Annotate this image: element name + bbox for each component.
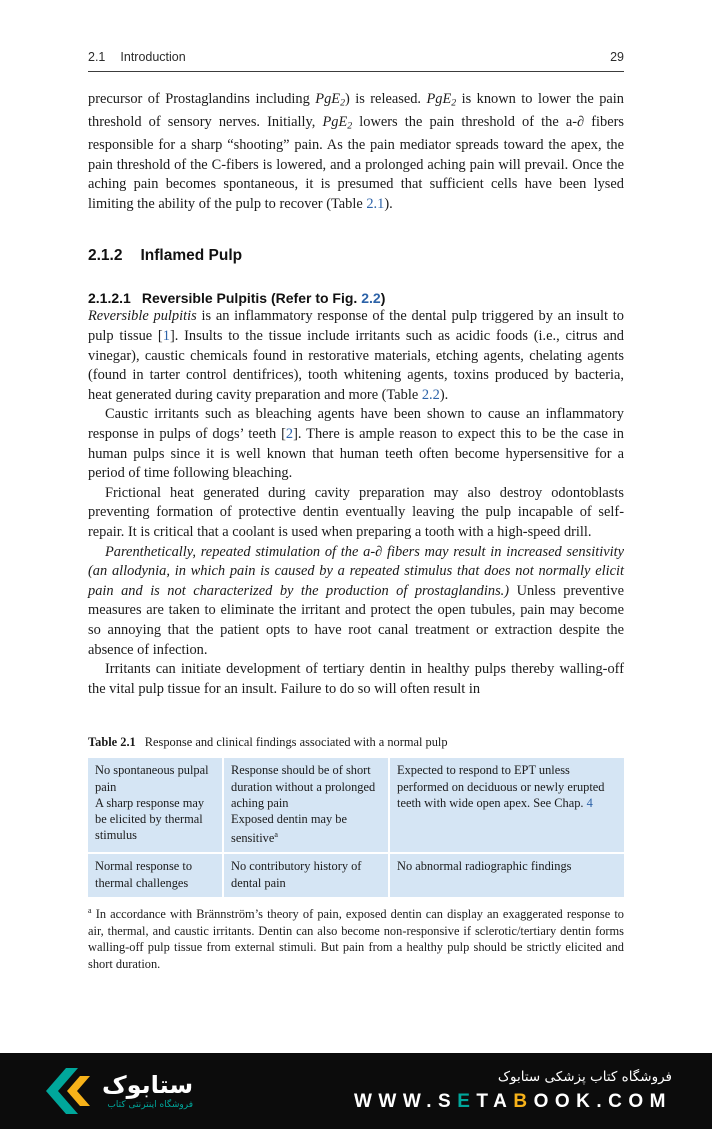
table-cell (224, 758, 388, 852)
table-cell (390, 758, 624, 852)
page-content (0, 50, 712, 972)
header-rule (88, 71, 624, 72)
footer-right (354, 1069, 672, 1113)
ref-link[interactable]: 2.2 (421, 386, 440, 403)
brand-name-farsi: ستابوک (102, 1070, 194, 1099)
table-cell-text: Exposed dentin may be sensitive$^a$ (231, 811, 347, 846)
ref-link[interactable]: 2.1 (366, 195, 385, 212)
table-2-1 (88, 758, 624, 897)
page-number: 29 (610, 50, 624, 64)
table-footnote: $^a$ In accordance with Brännström’s theory of pain, exposed dentin can display an exaggerated response to air, thermal, and caustic irritants. Dentin can also become non-responsive if sclerotic/tertiary dentin forms walling-off pulp tissue from external stimuli. But pain from a healthy pulp should be strictly elicited and short duration. (88, 905, 624, 971)
table-cell (88, 758, 222, 852)
bookstore-footer (0, 1053, 712, 1129)
paragraph: Frictional heat generated during cavity preparation may also destroy odontoblasts preventing formation of protective dentin eventually leaving the pulp incapable of self-repair. It is critical that a coolant is used when preparing a tooth with a high-speed drill. (88, 484, 624, 540)
ref-link[interactable]: 4 (586, 795, 593, 810)
table-cell (390, 854, 624, 896)
paragraph: Irritants can initiate development of tertiary dentin in healthy pulps thereby walling-off the vital pulp tissue for an insult. Failure to do so will often result in (88, 661, 624, 697)
bookstore-tagline-farsi: فروشگاه کتاب پزشکی ستابوک (497, 1069, 672, 1085)
table-cell-text: No spontaneous pulpal pain (95, 763, 209, 794)
table-cell (88, 854, 222, 896)
table-cell-text: Expected to respond to EPT unless performed on deciduous or newly erupted teeth with wide open apex. See Chap. 4 (397, 763, 605, 810)
running-head: 2.1 Introduction (88, 50, 186, 64)
paragraph: Parenthetically, repeated stimulation of the a-∂ fibers may result in increased sensitivity (an allodynia, in which pain is caused by a repeated stimulus that does not normally elicit pain and is not characterized by the production of prostaglandins.) Unless preventive measures are taken to eliminate the irritant and protect the open tubules, pain may become so annoying that the patient opts to have root canal treatment or extraction despite the absence of infection. (88, 543, 624, 658)
brand-subtitle-farsi: فروشگاه اینترنتی کتاب (107, 1100, 194, 1111)
table-cell-text: No contributory history of dental pain (231, 859, 362, 890)
page-header (88, 50, 624, 64)
logo-wordmark (102, 1072, 193, 1110)
section-number: 2.1.2 (88, 247, 123, 265)
table-cell-text: A sharp response may be elicited by thermal stimulus (95, 795, 205, 843)
website-url[interactable]: WWW.SETABOOK.COM (353, 1091, 672, 1112)
subsection-heading: 2.1.2.1 Reversible Pulpitis (Refer to Fig. 2.2) (88, 290, 386, 307)
book-page (0, 50, 712, 1112)
table-cell-text: No abnormal radiographic findings (397, 859, 572, 874)
table-caption: Table 2.1 Response and clinical findings associated with a normal pulp (88, 735, 448, 750)
ref-link[interactable]: 2.2 (361, 290, 381, 307)
table-cell-text: Response should be of short duration without a prolonged aching pain (231, 763, 376, 810)
paragraph: Reversible pulpitis is an inflammatory response of the dental pulp triggered by an insult to pulp tissue [1]. Insults to the tissue include irritants such as acidic foods (i.e., citrus and vinegar), caustic chemicals found in restorative materials, etching agents, chelating agents (found in tarter control dentifrices), tooth whitening agents, toxins produced by bacteria, heat generated during cavity preparation and more (Table 2.2). (88, 308, 624, 403)
table-cell (224, 854, 388, 896)
double-chevron-icon (40, 1068, 92, 1114)
paragraph: precursor of Prostaglandins including PgE2) is released. PgE2 is known to lower the pain threshold of sensory nerves. Initially, PgE2 lowers the pain threshold of the a-∂ fibers responsible for a sharp “shooting” pain. As the pain mediator spreads toward the apex, the pain threshold of the C-fibers is lowered, and a prolonged aching pain will prevail. Once the aching pain becomes spontaneous, it is presumed that sufficient cells have been lysed limiting the ability of the pulp to recover (Table 2.1). (88, 91, 624, 212)
ref-link[interactable]: 2 (285, 426, 294, 442)
table-cell-text: Normal response to thermal challenges (95, 859, 193, 890)
section-title: Inflamed Pulp (140, 247, 243, 265)
paragraph: Caustic irritants such as bleaching agents have been shown to cause an inflammatory response in pulps of dogs’ teeth [2]. There is ample reason to expect this to be the case in human pulps since it is well known that human teeth often become hypersensitive for a period of time following bleaching. (88, 406, 624, 482)
section-heading (88, 247, 624, 265)
setabook-logo (40, 1068, 193, 1114)
ref-link[interactable]: 1 (162, 328, 170, 345)
